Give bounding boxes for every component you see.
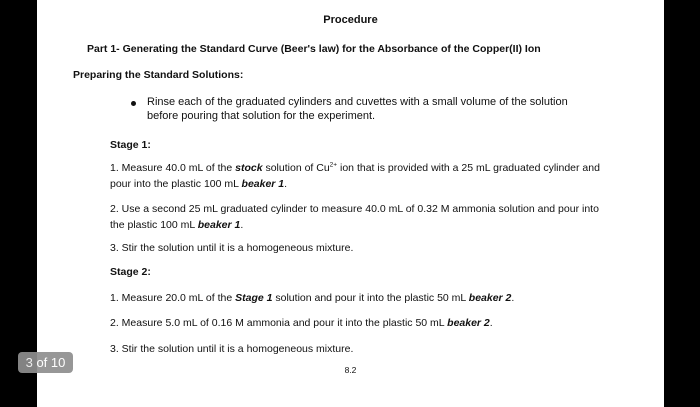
page-title: Procedure <box>323 14 378 26</box>
page-number: 8.2 <box>344 365 357 375</box>
part-heading: Part 1- Generating the Standard Curve (Beer's law) for the Absorbance of the Copper(II) Ion <box>87 43 541 55</box>
stage1-heading: Stage 1: <box>110 139 151 151</box>
document-page <box>37 0 664 407</box>
stage1-step2: 2. Use a second 25 mL graduated cylinder to measure 40.0 mL of 0.32 M ammonia solution and pour into the plastic 100 mL beaker 1. <box>110 203 599 231</box>
stage2-heading: Stage 2: <box>110 266 151 278</box>
bullet-icon <box>131 101 136 106</box>
bullet-text: Rinse each of the graduated cylinders and cuvettes with a small volume of the solution before pouring that solution for the experiment. <box>147 96 568 122</box>
stage1-step1: 1. Measure 40.0 mL of the stock solution of $Cu^{2+}$ ion that is provided with a 25 mL graduated cylinder and pour into the plastic 100 mL beaker 1. <box>110 161 600 190</box>
stage2-step3: 3. Stir the solution until it is a homogeneous mixture. <box>110 343 354 355</box>
page-counter-badge: 3 of 10 <box>18 352 73 373</box>
section-heading: Preparing the Standard Solutions: <box>73 69 244 81</box>
stage1-step3: 3. Stir the solution until it is a homogeneous mixture. <box>110 242 354 254</box>
stage2-step1: 1. Measure 20.0 mL of the Stage 1 solution and pour it into the plastic 50 mL beaker 2. <box>110 292 515 304</box>
stage2-step2: 2. Measure 5.0 mL of 0.16 M ammonia and pour it into the plastic 50 mL beaker 2. <box>110 317 493 329</box>
